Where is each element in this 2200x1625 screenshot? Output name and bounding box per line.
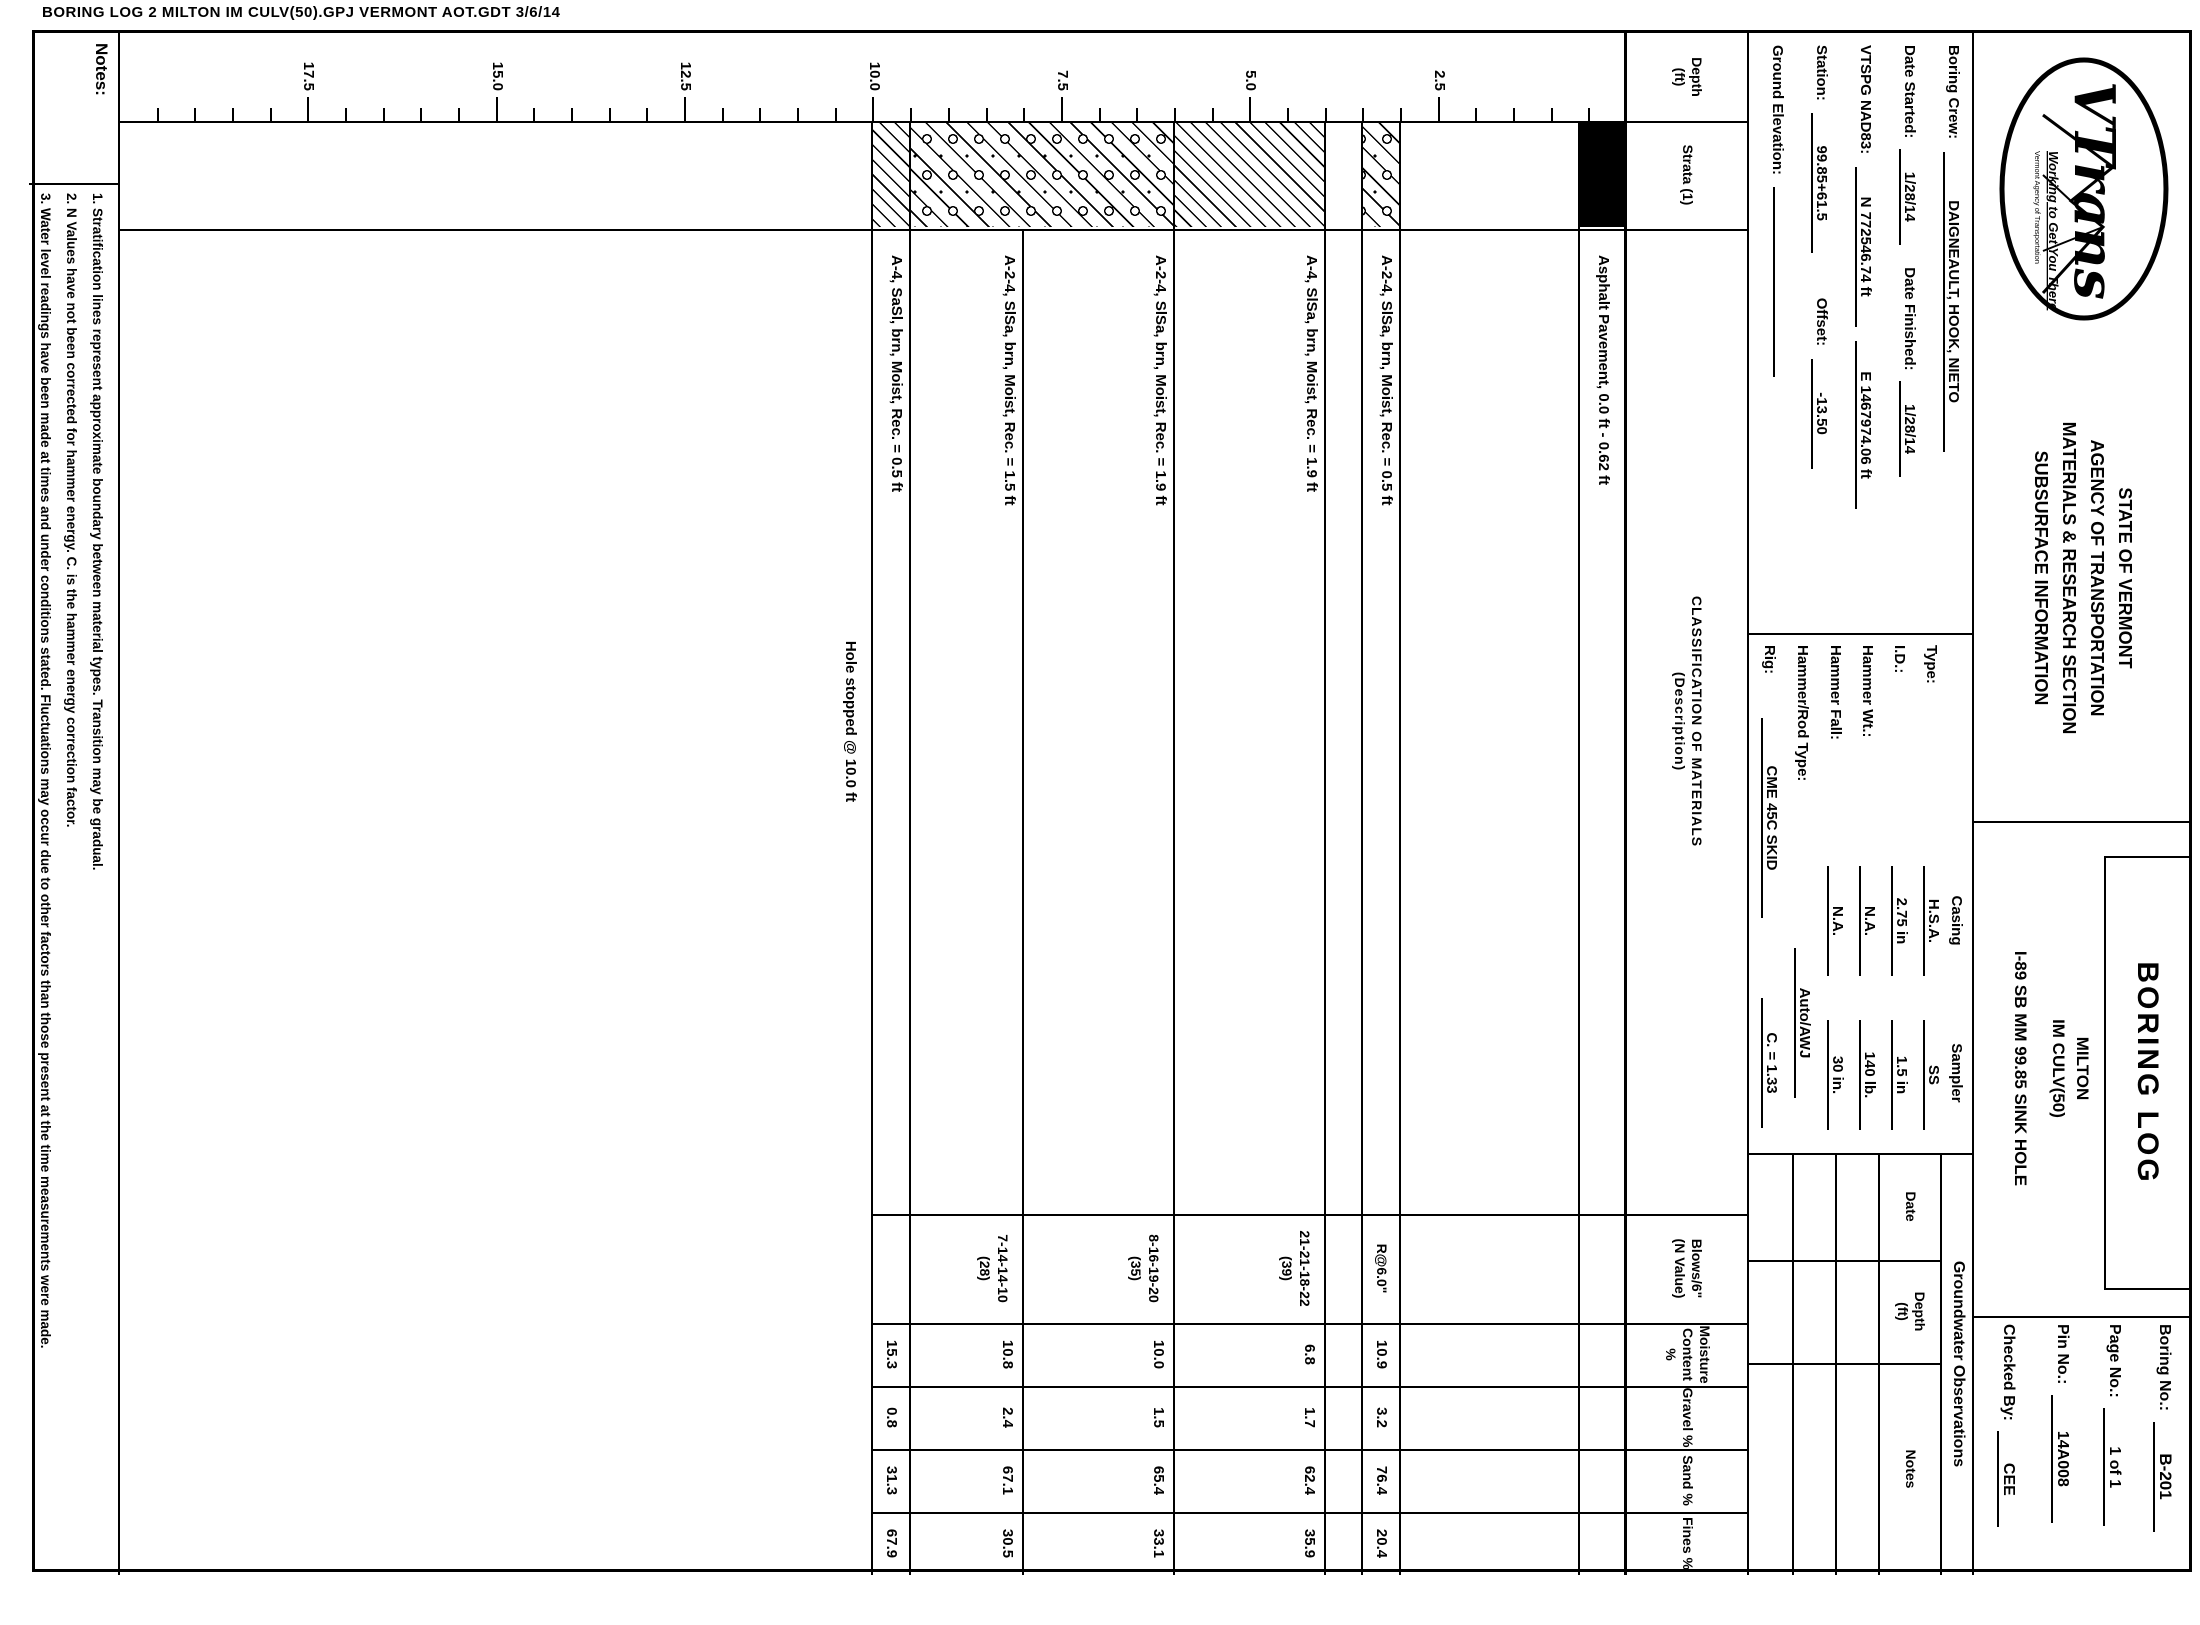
line-gravel-sand <box>873 1449 1749 1451</box>
moisture-s1: 10.9 <box>1373 1339 1391 1370</box>
blows-s4: 7-14-14-10 (28) <box>977 1234 1011 1303</box>
rig-label: Rig: <box>1761 645 1778 675</box>
blows-s3: 8-16-19-20 (35) <box>1128 1234 1162 1303</box>
line-casing-gw <box>1749 1153 1974 1155</box>
hammer-wt-label: Hammer Wt.: <box>1859 645 1876 738</box>
checked-by-value: CEE <box>1997 1431 2017 1527</box>
depth-tick <box>1099 108 1101 121</box>
pin-no-value: 14A008 <box>2051 1395 2071 1523</box>
project-location: I-89 SB MM 99.85 SINK HOLE <box>2011 950 2030 1187</box>
energy-factor-value: C. = 1.33 <box>1761 983 1780 1143</box>
line-title-info <box>1972 33 1974 1575</box>
layer-description-asphalt: Asphalt Pavement, 0.0 ft - 0.62 ft <box>1595 255 1612 486</box>
logo-brand-text: VTrans <box>2061 81 2127 301</box>
groundwater-col-depth: Depth (ft) <box>1895 1291 1928 1332</box>
boring-info <box>1749 33 1974 633</box>
layer-description-4: A-2-4, SlSa, brn, Moist, Rec. = 1.5 ft <box>1001 255 1018 506</box>
date-started-label: Date Started: <box>1901 45 1918 139</box>
depth-tick <box>1023 108 1025 121</box>
station-value: 99.85+61.5 <box>1811 113 1830 253</box>
depth-tick <box>1136 108 1138 121</box>
blows-s2: 21-21-18-22 (39) <box>1279 1230 1313 1307</box>
logo-subtext: Vermont Agency of Transportation <box>2033 151 2042 264</box>
hammer-fall-label: Hammer Fall: <box>1827 645 1844 741</box>
depth-tick <box>1513 108 1515 121</box>
line-info-header <box>1747 33 1749 1575</box>
depth-tick <box>1249 97 1251 121</box>
coords-label: VTSPG NAD83: <box>1857 45 1874 155</box>
depth-tick <box>458 108 460 121</box>
layer-description-1: A-2-4, SlSa, brn, Moist, Rec. = 0.5 ft <box>1378 255 1395 506</box>
strata-silt-1 <box>1175 123 1324 227</box>
boring-no-row <box>2153 1324 2175 1532</box>
depth-label-12-5: 12.5 <box>677 61 694 91</box>
depth-tick <box>910 108 912 121</box>
station-label: Station: <box>1813 45 1830 101</box>
agency-title <box>2027 333 2139 823</box>
date-started-value: 1/28/14 <box>1899 149 1918 245</box>
moisture-s2: 6.8 <box>1301 1344 1318 1365</box>
line-sand-fines <box>873 1512 1749 1514</box>
hammer-fall-casing: N.A. <box>1827 851 1846 991</box>
gravel-s5: 0.8 <box>883 1407 901 1428</box>
col-header-blows: Blows/6" (N Value) <box>1672 1238 1705 1299</box>
moisture-s3: 10.0 <box>1150 1339 1167 1370</box>
depth-tick <box>157 108 159 121</box>
depth-tick <box>873 97 875 121</box>
line-d0-62 <box>1578 121 1580 1575</box>
depth-tick <box>383 108 385 121</box>
col-header-fines: Fines % <box>1680 1517 1697 1570</box>
agency-line-4: SUBSURFACE INFORMATION <box>2031 450 2051 706</box>
line-blows-moisture <box>873 1323 1749 1325</box>
col-header-sand: Sand % <box>1680 1455 1697 1506</box>
boring-crew-value: DAIGNEAULT, HOOK, NIETO <box>1943 152 1962 452</box>
id-casing: 2.75 in <box>1891 851 1910 991</box>
ground-elev-label: Ground Elevation: <box>1769 45 1786 176</box>
depth-tick <box>1400 108 1402 121</box>
strata-silty-sand-2 <box>911 123 1173 227</box>
fines-s4: 30.5 <box>999 1528 1016 1559</box>
depth-tick <box>232 108 234 121</box>
sand-s1: 76.4 <box>1373 1465 1391 1496</box>
project-id <box>2008 821 2094 1316</box>
depth-tick <box>571 108 573 121</box>
depth-tick <box>646 108 648 121</box>
northing-value: N 772546.74 ft <box>1855 167 1874 327</box>
sampler-header: Sampler <box>1948 1043 1966 1103</box>
line-d3-5 <box>1361 121 1363 1575</box>
line-class-blows <box>873 1214 1749 1216</box>
type-label: Type: <box>1923 645 1940 684</box>
rig-value: CME 45C SKID <box>1761 703 1780 933</box>
depth-tick <box>684 97 686 121</box>
depth-tick <box>496 97 498 121</box>
id-sampler: 1.5 in <box>1891 1005 1910 1145</box>
line-d4-0 <box>1324 121 1326 1575</box>
gravel-s4: 2.4 <box>999 1407 1016 1428</box>
col-header-moisture: Moisture Content % <box>1663 1325 1714 1384</box>
strata-silt-2 <box>873 123 909 227</box>
layer-description-2: A-4, SlSa, brn, Moist, Rec. = 1.9 ft <box>1303 255 1320 493</box>
project-number: IM CULV(50) <box>2049 1019 2068 1118</box>
groundwater-col-notes: Notes <box>1903 1449 1920 1489</box>
line-header-body <box>1624 33 1627 1575</box>
depth-tick <box>1174 108 1176 121</box>
depth-tick <box>307 97 309 121</box>
depth-label-17-5: 17.5 <box>300 61 317 91</box>
line-d8-0 <box>1022 229 1024 1575</box>
depth-tick <box>1438 97 1440 121</box>
boring-no-value: B-201 <box>2153 1422 2175 1532</box>
line-d10-0 <box>871 121 873 1575</box>
gravel-s3: 1.5 <box>1150 1407 1167 1428</box>
note-3: 3. Water level readings have been made at times and under conditions stated. Fluctuations may occur due to other factors than those present at the time measurements were made. <box>38 193 53 1349</box>
line-body-notes <box>118 33 120 1575</box>
fines-s3: 33.1 <box>1150 1528 1167 1559</box>
depth-label-10-0: 10.0 <box>866 61 883 91</box>
depth-label-7-5: 7.5 <box>1054 70 1071 91</box>
checked-by-row <box>1997 1324 2017 1527</box>
depth-tick <box>609 108 611 121</box>
sand-s4: 67.1 <box>999 1465 1016 1496</box>
col-header-strata: Strata (1) <box>1680 144 1697 206</box>
strata-asphalt <box>1580 123 1625 227</box>
layer-description-3: A-2-4, SlSa, brn, Moist, Rec. = 1.9 ft <box>1152 255 1169 506</box>
depth-tick <box>1475 108 1477 121</box>
depth-tick <box>986 108 988 121</box>
checked-by-label: Checked By: <box>2000 1324 2017 1421</box>
boring-crew-label: Boring Crew: <box>1945 45 1962 140</box>
type-casing: H.S.A. <box>1923 851 1942 991</box>
depth-label-2-5: 2.5 <box>1431 70 1448 91</box>
form-title: BORING LOG <box>2104 856 2189 1290</box>
col-header-depth: Depth (ft) <box>1672 57 1705 97</box>
depth-tick <box>1212 108 1214 121</box>
hammer-rod-value: Auto/AWJ <box>1794 933 1813 1113</box>
depth-label-15-0: 15.0 <box>489 61 506 91</box>
strata-silty-sand-1 <box>1363 123 1399 227</box>
depth-tick <box>948 108 950 121</box>
type-sampler: SS <box>1923 1005 1942 1145</box>
pin-no-label: Pin No.: <box>2054 1324 2071 1385</box>
depth-tick <box>194 108 196 121</box>
pin-no-row <box>2051 1324 2071 1523</box>
line-gw-date-depth <box>1749 1260 1942 1262</box>
depth-tick <box>759 108 761 121</box>
agency-line-2: AGENCY OF TRANSPORTATION <box>2087 439 2107 717</box>
notes-label: Notes: <box>92 43 111 96</box>
project-town: MILTON <box>2073 1036 2092 1101</box>
line-moisture-gravel <box>873 1386 1749 1388</box>
title-block <box>1974 33 2189 1575</box>
logo-tagline: Working to Get You There <box>2046 151 2061 311</box>
page-no-row <box>2103 1324 2123 1526</box>
fines-s2: 35.9 <box>1301 1528 1318 1559</box>
date-finished-label: Date Finished: <box>1901 267 1918 371</box>
casing-header: Casing <box>1948 895 1966 946</box>
gravel-s2: 1.7 <box>1301 1407 1318 1428</box>
form-border <box>32 30 2192 1572</box>
depth-tick <box>270 108 272 121</box>
groundwater-col-date: Date <box>1903 1191 1920 1222</box>
note-1: 1. Stratification lines represent approximate boundary between material types. Transition may be gradual. <box>90 193 105 871</box>
sand-s5: 31.3 <box>883 1465 901 1496</box>
boring-no-label: Boring No.: <box>2156 1324 2173 1412</box>
hole-stopped-note: Hole stopped @ 10.0 ft <box>842 640 859 803</box>
page-no-value: 1 of 1 <box>2103 1408 2123 1526</box>
line-d3-0 <box>1399 121 1401 1575</box>
hammer-wt-sampler: 140 lb. <box>1859 1005 1878 1145</box>
depth-tick <box>1362 108 1364 121</box>
sand-s2: 62.4 <box>1301 1465 1318 1496</box>
line-title-boringno <box>1974 1316 2189 1318</box>
depth-tick <box>345 108 347 121</box>
fines-s1: 20.4 <box>1373 1528 1391 1559</box>
line-info-casing <box>1749 633 1974 635</box>
line-gw-depth-notes <box>1749 1363 1942 1365</box>
line-strata-class <box>120 229 1749 231</box>
casing-sampler-table <box>1749 633 1974 1153</box>
depth-tick <box>1551 108 1553 121</box>
hammer-rod-label: Hammer/Rod Type: <box>1794 645 1811 782</box>
depth-tick <box>533 108 535 121</box>
line-depth-strata <box>120 121 1749 123</box>
depth-tick <box>1325 108 1327 121</box>
date-finished-value: 1/28/14 <box>1899 381 1918 477</box>
depth-label-5-0: 5.0 <box>1242 70 1259 91</box>
hammer-wt-casing: N.A. <box>1859 851 1878 991</box>
depth-tick <box>1287 108 1289 121</box>
gravel-s1: 3.2 <box>1373 1407 1391 1428</box>
fines-s5: 67.9 <box>883 1528 901 1559</box>
depth-ruler-ticks <box>120 33 2189 121</box>
moisture-s4: 10.8 <box>999 1339 1016 1370</box>
boring-number-block <box>1974 1316 2189 1575</box>
page-no-label: Page No.: <box>2106 1324 2123 1398</box>
ground-elev-value <box>1773 187 1775 377</box>
note-2: 2. N Values have not been corrected for hammer energy. C. is the hammer energy correction factor. <box>64 193 79 828</box>
depth-tick <box>722 108 724 121</box>
line-agency-title <box>1974 821 2189 823</box>
depth-tick <box>835 108 837 121</box>
hammer-fall-sampler: 30 in. <box>1827 1005 1846 1145</box>
groundwater-title: Groundwater Observations <box>1950 1260 1967 1468</box>
blows-s1: R@6.0" <box>1374 1243 1390 1294</box>
col-header-gravel: Gravel % <box>1680 1387 1697 1448</box>
agency-line-1: STATE OF VERMONT <box>2115 487 2135 669</box>
moisture-s5: 15.3 <box>883 1339 901 1370</box>
depth-tick <box>1588 108 1590 121</box>
line-notes-divider <box>29 183 120 185</box>
agency-line-3: MATERIALS & RESEARCH SECTION <box>2059 421 2079 735</box>
depth-tick <box>420 108 422 121</box>
margin-caption: BORING LOG 2 MILTON IM CULV(50).GPJ VERMONT AOT.GDT 3/6/14 <box>42 4 561 21</box>
depth-tick <box>797 108 799 121</box>
depth-tick <box>1061 97 1063 121</box>
layer-description-5: A-4, SaSl, brn, Moist, Rec. = 0.5 ft <box>888 255 905 493</box>
col-header-classification: CLASSIFICATION OF MATERIALS (Description) <box>1672 595 1705 848</box>
line-d9-5 <box>909 121 911 1575</box>
id-label: I.D.: <box>1891 645 1908 674</box>
offset-label: Offset: <box>1813 297 1830 347</box>
line-d6-0 <box>1173 121 1175 1575</box>
sand-s3: 65.4 <box>1150 1465 1167 1496</box>
offset-value: -13.50 <box>1811 359 1830 469</box>
easting-value: E 1467974.06 ft <box>1855 341 1874 509</box>
